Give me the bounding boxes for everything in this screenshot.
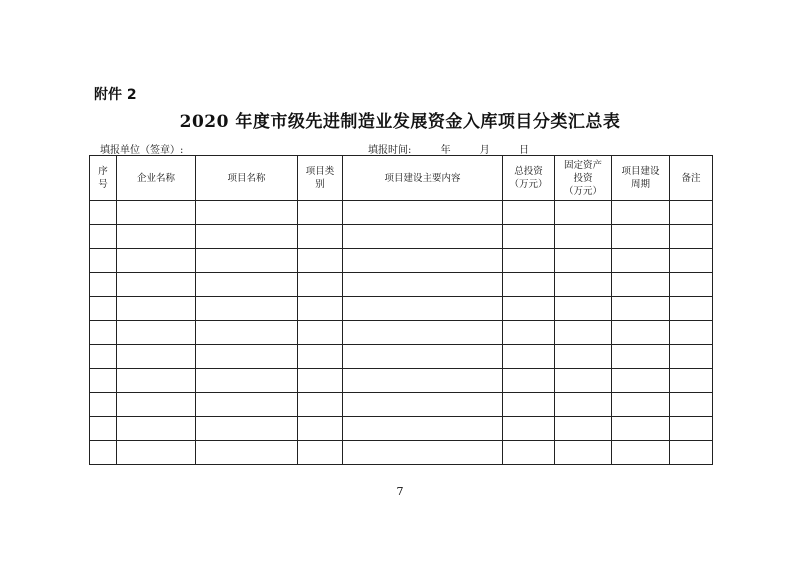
table-cell — [670, 417, 713, 441]
table-row — [90, 441, 713, 465]
table-row — [90, 249, 713, 273]
table-cell — [298, 297, 343, 321]
table-cell — [503, 201, 555, 225]
table-cell — [555, 321, 612, 345]
table-cell — [612, 417, 670, 441]
table-cell — [612, 441, 670, 465]
header-cell — [117, 156, 196, 201]
table-cell — [343, 369, 503, 393]
table-cell — [343, 345, 503, 369]
header-cell-text: 项目建设 — [621, 166, 660, 177]
header-row — [90, 156, 713, 201]
table-cell — [117, 345, 196, 369]
header-cell-text: 总投资 — [514, 166, 543, 177]
table-cell — [503, 393, 555, 417]
table-cell — [298, 393, 343, 417]
header-cell — [503, 156, 555, 201]
table-cell — [555, 441, 612, 465]
table-cell — [298, 321, 343, 345]
table-row — [90, 345, 713, 369]
table-cell — [503, 273, 555, 297]
table-cell — [196, 393, 298, 417]
table-cell — [196, 441, 298, 465]
table-header — [90, 156, 713, 201]
table-cell — [90, 297, 117, 321]
table-cell — [670, 249, 713, 273]
table-cell — [196, 369, 298, 393]
table-cell — [555, 201, 612, 225]
table-cell — [555, 369, 612, 393]
table-cell — [196, 225, 298, 249]
table-row — [90, 201, 713, 225]
header-cell-text: 固定资产 — [563, 159, 602, 171]
table-cell — [117, 249, 196, 273]
table-cell — [117, 201, 196, 225]
table-cell — [343, 321, 503, 345]
table-row — [90, 273, 713, 297]
table-cell — [298, 273, 343, 297]
table-cell — [196, 249, 298, 273]
table-cell — [343, 393, 503, 417]
table-cell — [503, 417, 555, 441]
table-cell — [90, 273, 117, 297]
page-title: 2020 年度市级先进制造业发展资金入库项目分类汇总表 — [179, 112, 621, 132]
header-cell-text: 项目名称 — [227, 172, 266, 184]
table-cell — [298, 441, 343, 465]
table-cell — [117, 441, 196, 465]
table-cell — [343, 249, 503, 273]
table-cell — [298, 369, 343, 393]
table-cell — [90, 417, 117, 441]
header-cell — [555, 156, 612, 201]
table-cell — [117, 417, 196, 441]
header-cell-text: 项目类 — [305, 166, 335, 177]
table-cell — [555, 345, 612, 369]
table-cell — [670, 225, 713, 249]
table-cell — [298, 417, 343, 441]
table-row — [90, 297, 713, 321]
table-cell — [117, 321, 196, 345]
table-cell — [343, 441, 503, 465]
header-cell-text: 号 — [98, 179, 108, 190]
table-cell — [90, 393, 117, 417]
table-cell — [670, 393, 713, 417]
table-cell — [670, 201, 713, 225]
table-cell — [343, 225, 503, 249]
header-cell — [196, 156, 298, 201]
summary-table — [89, 155, 713, 465]
table-row — [90, 369, 713, 393]
table-cell — [90, 225, 117, 249]
table-cell — [670, 345, 713, 369]
header-cell — [670, 156, 713, 201]
page-number: 7 — [396, 485, 404, 498]
fill-time — [368, 141, 529, 156]
table-cell — [612, 369, 670, 393]
table-cell — [117, 369, 196, 393]
table-cell — [612, 249, 670, 273]
table-cell — [343, 297, 503, 321]
table-cell — [612, 345, 670, 369]
table-cell — [670, 321, 713, 345]
table-cell — [90, 321, 117, 345]
header-cell-text: （万元） — [509, 179, 548, 190]
header-cell-text: 序 — [98, 166, 108, 177]
table-cell — [343, 273, 503, 297]
table-cell — [555, 393, 612, 417]
table-cell — [196, 321, 298, 345]
table-cell — [670, 369, 713, 393]
header-cell-text: （万元） — [563, 185, 602, 197]
table-cell — [90, 345, 117, 369]
table-cell — [503, 225, 555, 249]
header-cell-text: 投资 — [573, 172, 593, 184]
table-cell — [503, 345, 555, 369]
table-cell — [298, 201, 343, 225]
table-cell — [555, 249, 612, 273]
table-cell — [503, 369, 555, 393]
table-cell — [196, 273, 298, 297]
table-cell — [670, 441, 713, 465]
table-cell — [555, 273, 612, 297]
header-cell — [90, 156, 117, 201]
table-cell — [196, 201, 298, 225]
header-cell — [298, 156, 343, 201]
table-cell — [612, 321, 670, 345]
table-cell — [90, 369, 117, 393]
table-body — [90, 201, 713, 465]
table-cell — [90, 201, 117, 225]
attachment-label: 附件 2 — [94, 87, 137, 103]
table-cell — [670, 273, 713, 297]
table-cell — [298, 345, 343, 369]
table-cell — [612, 393, 670, 417]
table-cell — [612, 225, 670, 249]
header-cell-text: 别 — [315, 179, 325, 190]
table-cell — [117, 297, 196, 321]
header-cell-text: 备注 — [681, 172, 701, 184]
table-cell — [298, 249, 343, 273]
header-cell-text: 企业名称 — [136, 172, 175, 184]
table-cell — [90, 441, 117, 465]
table-cell — [117, 273, 196, 297]
table-cell — [298, 225, 343, 249]
table-cell — [612, 273, 670, 297]
header-cell-text: 周期 — [630, 179, 650, 190]
table-cell — [196, 417, 298, 441]
fill-time-year: 年 — [440, 145, 451, 156]
table-row — [90, 393, 713, 417]
table-cell — [670, 297, 713, 321]
table-cell — [343, 201, 503, 225]
table-row — [90, 417, 713, 441]
table-cell — [196, 297, 298, 321]
table-cell — [196, 345, 298, 369]
table-cell — [555, 417, 612, 441]
fill-time-day: 日 — [518, 145, 529, 156]
table-cell — [555, 225, 612, 249]
table-cell — [503, 297, 555, 321]
header-cell — [612, 156, 670, 201]
header-cell-text: 项目建设主要内容 — [384, 172, 461, 184]
table-cell — [612, 201, 670, 225]
fill-time-month: 月 — [479, 145, 490, 156]
table-cell — [90, 249, 117, 273]
table-cell — [503, 249, 555, 273]
table-cell — [503, 441, 555, 465]
table-row — [90, 321, 713, 345]
fill-unit-label: 填报单位（签章）: — [100, 145, 184, 156]
table-cell — [117, 225, 196, 249]
header-cell — [343, 156, 503, 201]
table-cell — [343, 417, 503, 441]
table-cell — [555, 297, 612, 321]
fill-time-label: 填报时间: — [368, 145, 412, 156]
table-cell — [503, 321, 555, 345]
table-cell — [117, 393, 196, 417]
table-cell — [612, 297, 670, 321]
table-row — [90, 225, 713, 249]
